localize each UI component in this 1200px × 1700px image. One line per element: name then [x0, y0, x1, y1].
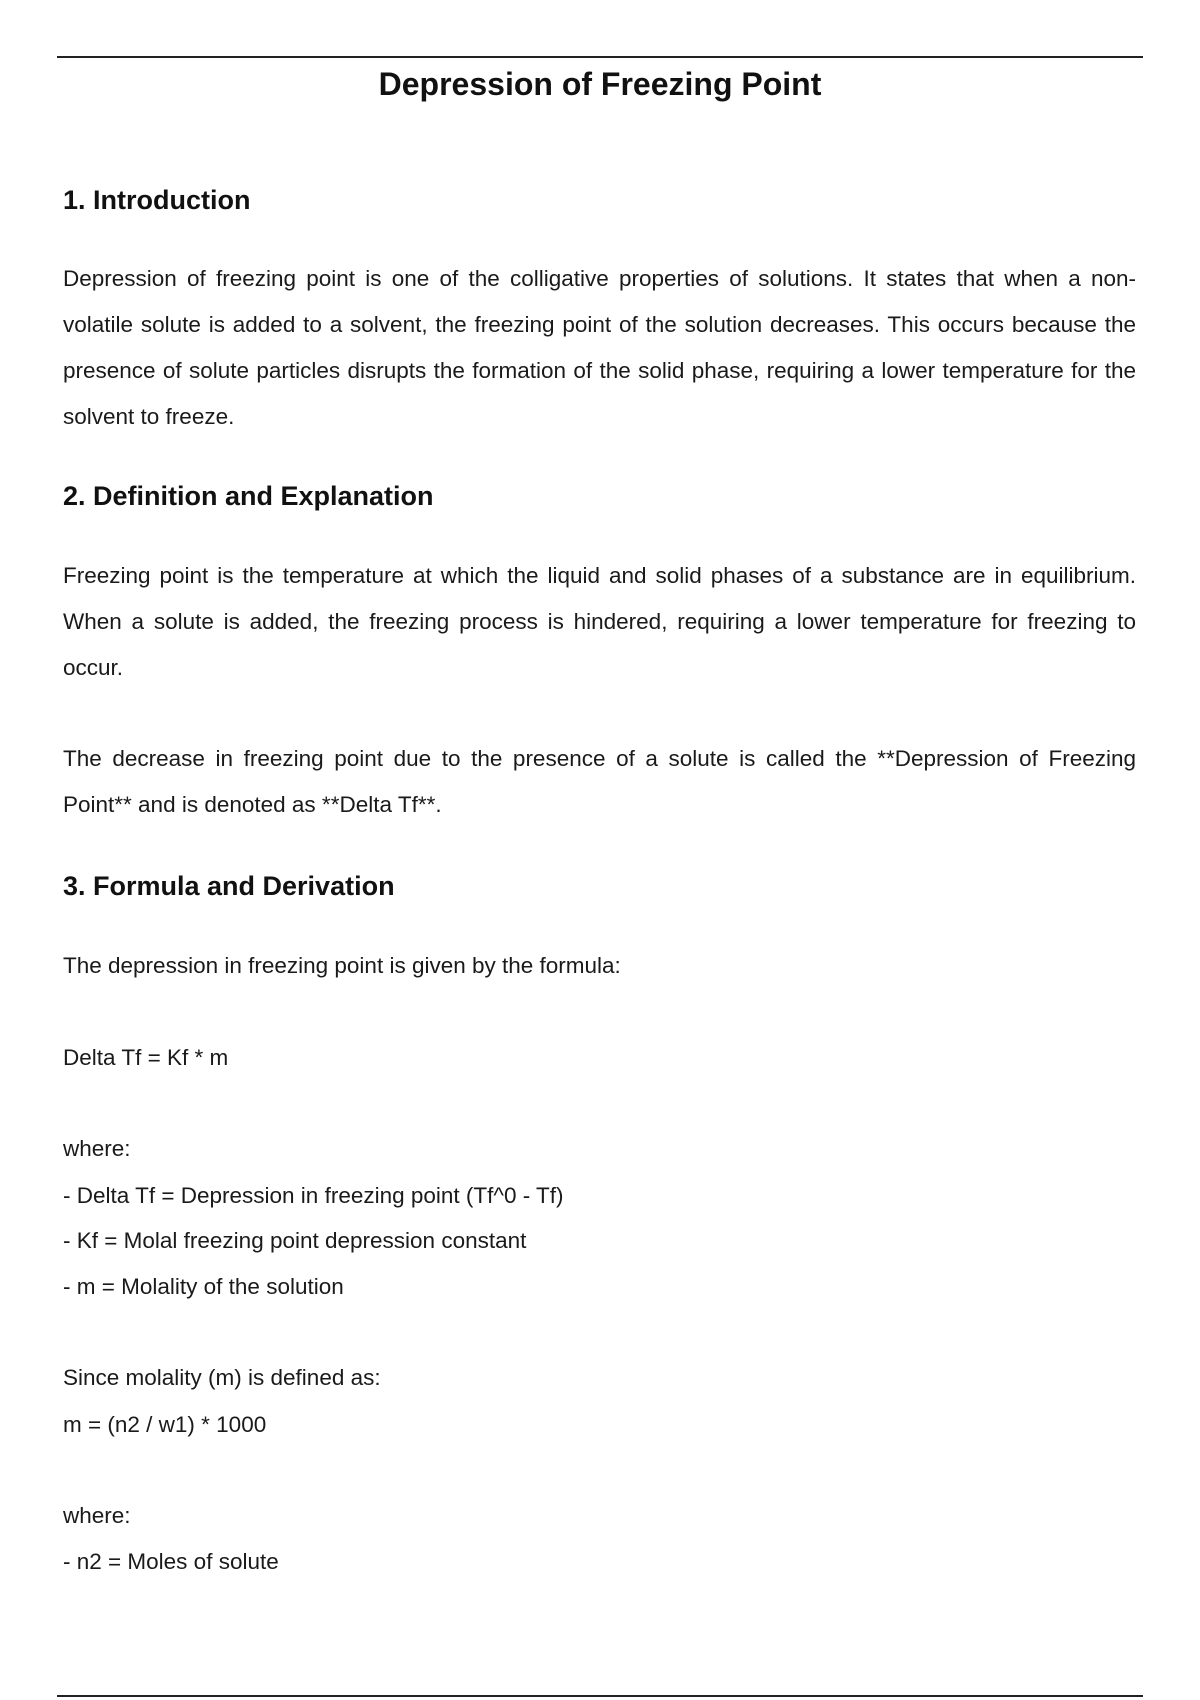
- section-heading-introduction: 1. Introduction: [63, 185, 251, 215]
- definition-paragraph-1: Freezing point is the temperature at which the liquid and solid phases of a substance are in equilibrium. When a solute is added, the freezing process is hindered, requiring a lower temperature for freezing to occur.: [63, 563, 1136, 680]
- formula-equation: Delta Tf = Kf * m: [63, 1045, 229, 1070]
- molality-intro: Since molality (m) is defined as:: [63, 1365, 381, 1390]
- section-heading-definition: 2. Definition and Explanation: [63, 481, 434, 511]
- definition-paragraph-2: The decrease in freezing point due to the presence of a solute is called the **Depression of Freezing Point** and is denoted as **Delta Tf**.: [63, 746, 1136, 817]
- term-kf: - Kf = Molal freezing point depression constant: [63, 1228, 527, 1253]
- term-delta-tf: - Delta Tf = Depression in freezing point (Tf^0 - Tf): [63, 1183, 564, 1208]
- formula-intro: The depression in freezing point is given by the formula:: [63, 953, 621, 978]
- introduction-paragraph: Depression of freezing point is one of the colligative properties of solutions. It states that when a non-volatile solute is added to a solvent, the freezing point of the solution decreases. This occurs because the presence of solute particles disrupts the formation of the solid phase, requiring a lower temperature for the solvent to freeze.: [63, 266, 1136, 429]
- term-n2: - n2 = Moles of solute: [63, 1549, 279, 1574]
- where-label-2: where:: [63, 1503, 131, 1528]
- top-rule: [57, 56, 1143, 58]
- molality-equation: m = (n2 / w1) * 1000: [63, 1412, 267, 1437]
- page-title: Depression of Freezing Point: [378, 66, 822, 102]
- section-heading-formula: 3. Formula and Derivation: [63, 871, 395, 901]
- where-label: where:: [63, 1136, 131, 1161]
- term-m: - m = Molality of the solution: [63, 1274, 344, 1299]
- bottom-rule: [57, 1695, 1143, 1697]
